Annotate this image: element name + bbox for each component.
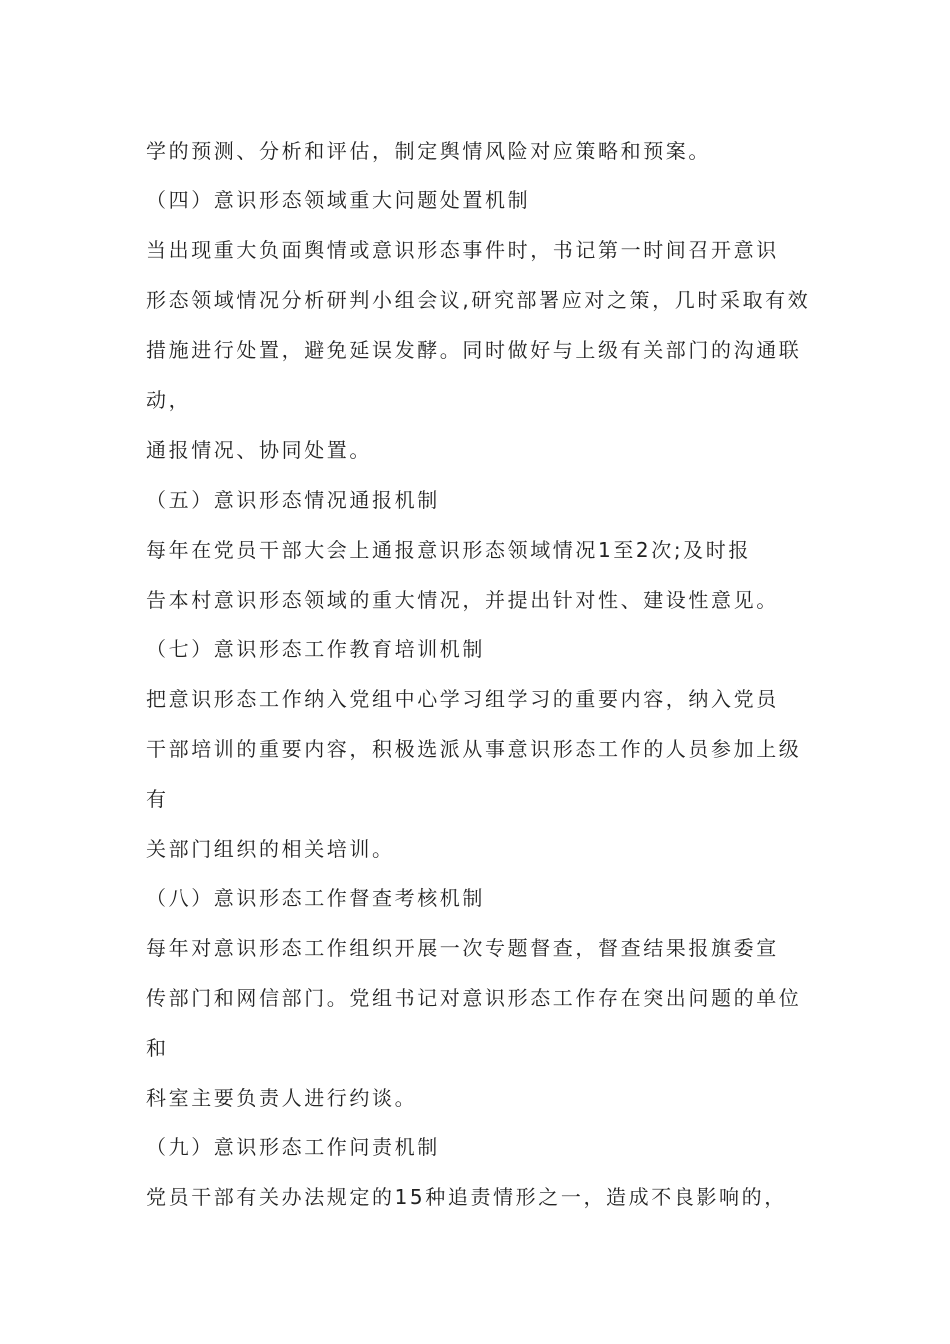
paragraph-line: 通报情况、协同处置。 (146, 438, 372, 462)
paragraph-line: 科室主要负责人进行约谈。 (146, 1086, 418, 1110)
paragraph-line: 形态领域情况分析研判小组会议,研究部署应对之策，几时采取有效 (146, 288, 811, 312)
paragraph-line: 和 (146, 1036, 169, 1060)
section-heading-9: （九）意识形态工作问责机制 (146, 1135, 440, 1159)
paragraph-line: 每年对意识形态工作组织开展一次专题督查，督查结果报旗委宣 (146, 936, 779, 960)
paragraph-line: 每年在党员干部大会上通报意识形态领域情况1至2次;及时报 (146, 538, 751, 562)
paragraph-line: 告本村意识形态领域的重大情况，并提出针对性、建设性意见。 (146, 588, 779, 612)
paragraph-line: 有 (146, 787, 169, 811)
paragraph-line: 传部门和网信部门。党组书记对意识形态工作存在突出问题的单位 (146, 986, 802, 1010)
paragraph-line: 措施进行处置，避免延误发酵。同时做好与上级有关部门的沟通联 (146, 338, 802, 362)
paragraph-line: 关部门组织的相关培训。 (146, 837, 395, 861)
section-heading-7: （七）意识形态工作教育培训机制 (146, 637, 485, 661)
paragraph-line: 动， (146, 388, 192, 412)
paragraph-line: 干部培训的重要内容，积极选派从事意识形态工作的人员参加上级 (146, 737, 802, 761)
paragraph-line: 学的预测、分析和评估，制定舆情风险对应策略和预案。 (146, 139, 711, 163)
section-heading-8: （八）意识形态工作督查考核机制 (146, 886, 485, 910)
paragraph-line: 党员干部有关办法规定的15种追责情形之一，造成不良影响的， (146, 1185, 787, 1209)
section-heading-5: （五）意识形态情况通报机制 (146, 488, 440, 512)
paragraph-line: 把意识形态工作纳入党组中心学习组学习的重要内容，纳入党员 (146, 687, 779, 711)
section-heading-4: （四）意识形态领域重大问题处置机制 (146, 188, 531, 212)
paragraph-line: 当出现重大负面舆情或意识形态事件时，书记第一时间召开意识 (146, 238, 779, 262)
